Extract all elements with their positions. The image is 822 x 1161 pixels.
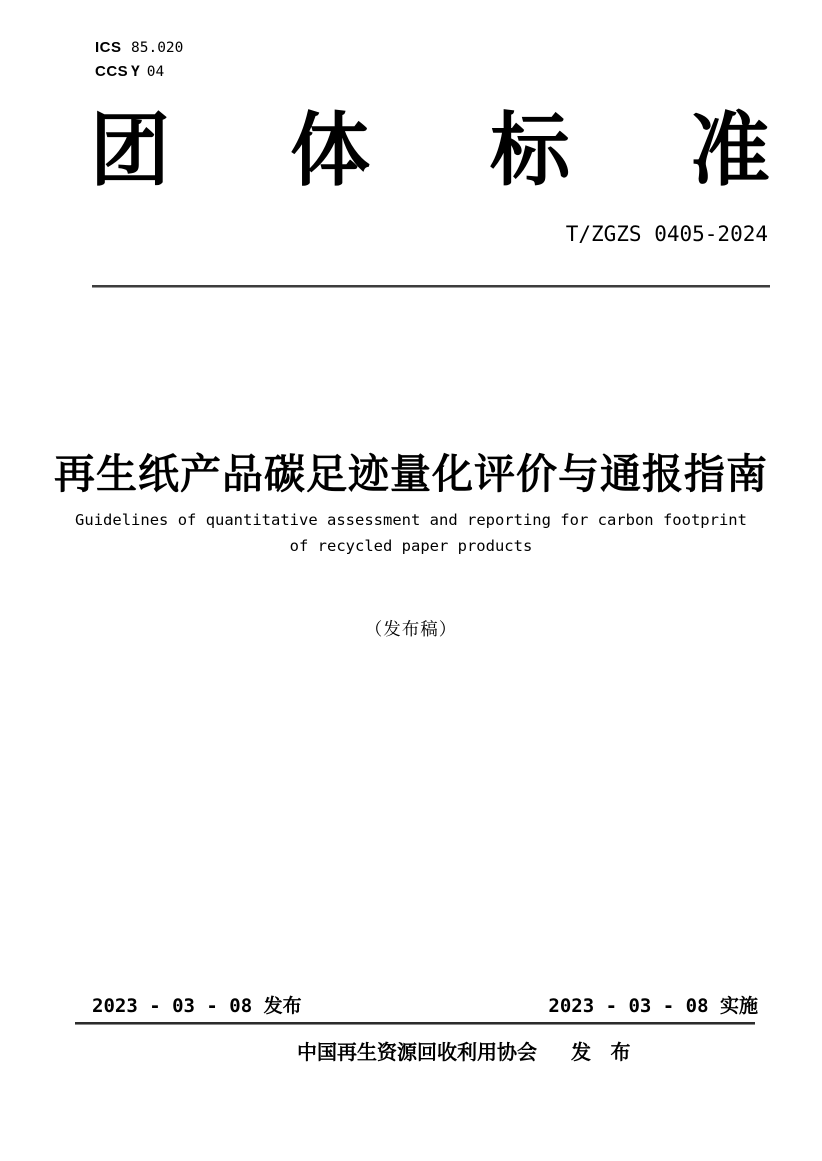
dates-row (92, 991, 758, 1018)
draft-note: （发布稿） (364, 619, 458, 639)
banner-char: 团 (90, 106, 170, 195)
issue-date: 2023 - 03 - 08 发布 (92, 995, 302, 1017)
ccs-row (95, 60, 183, 84)
ics-label: ICS (95, 39, 122, 56)
banner-char: 体 (290, 106, 370, 195)
banner-title (90, 106, 770, 196)
document-title-en (0, 507, 822, 559)
document-title-en-line1: Guidelines of quantitative assessment and reporting for carbon footprint (75, 511, 747, 529)
publisher-row (297, 1036, 632, 1065)
issuing-body: 中国再生资源回收利用协会 (297, 1042, 537, 1064)
issue-verb: 发 布 (571, 1042, 632, 1064)
footer-rule (75, 1022, 755, 1024)
standard-number: T/ZGZS 0405-2024 (565, 222, 768, 246)
implementation-date: 2023 - 03 - 08 实施 (548, 995, 758, 1017)
document-title-en-line2: of recycled paper products (289, 537, 533, 555)
ics-value: 85.020 (131, 40, 184, 56)
ccs-number: 04 (146, 64, 165, 80)
ccs-class: Y (131, 64, 140, 80)
classification-block (95, 36, 183, 84)
banner-char: 标 (490, 106, 570, 195)
ccs-class-value (131, 61, 164, 84)
banner-char: 准 (690, 106, 770, 195)
ics-row (95, 36, 183, 60)
document-title-zh: 再生纸产品碳足迹量化评价与通报指南 (54, 451, 768, 497)
ccs-label: CCS (95, 63, 129, 80)
header-rule (92, 285, 770, 287)
